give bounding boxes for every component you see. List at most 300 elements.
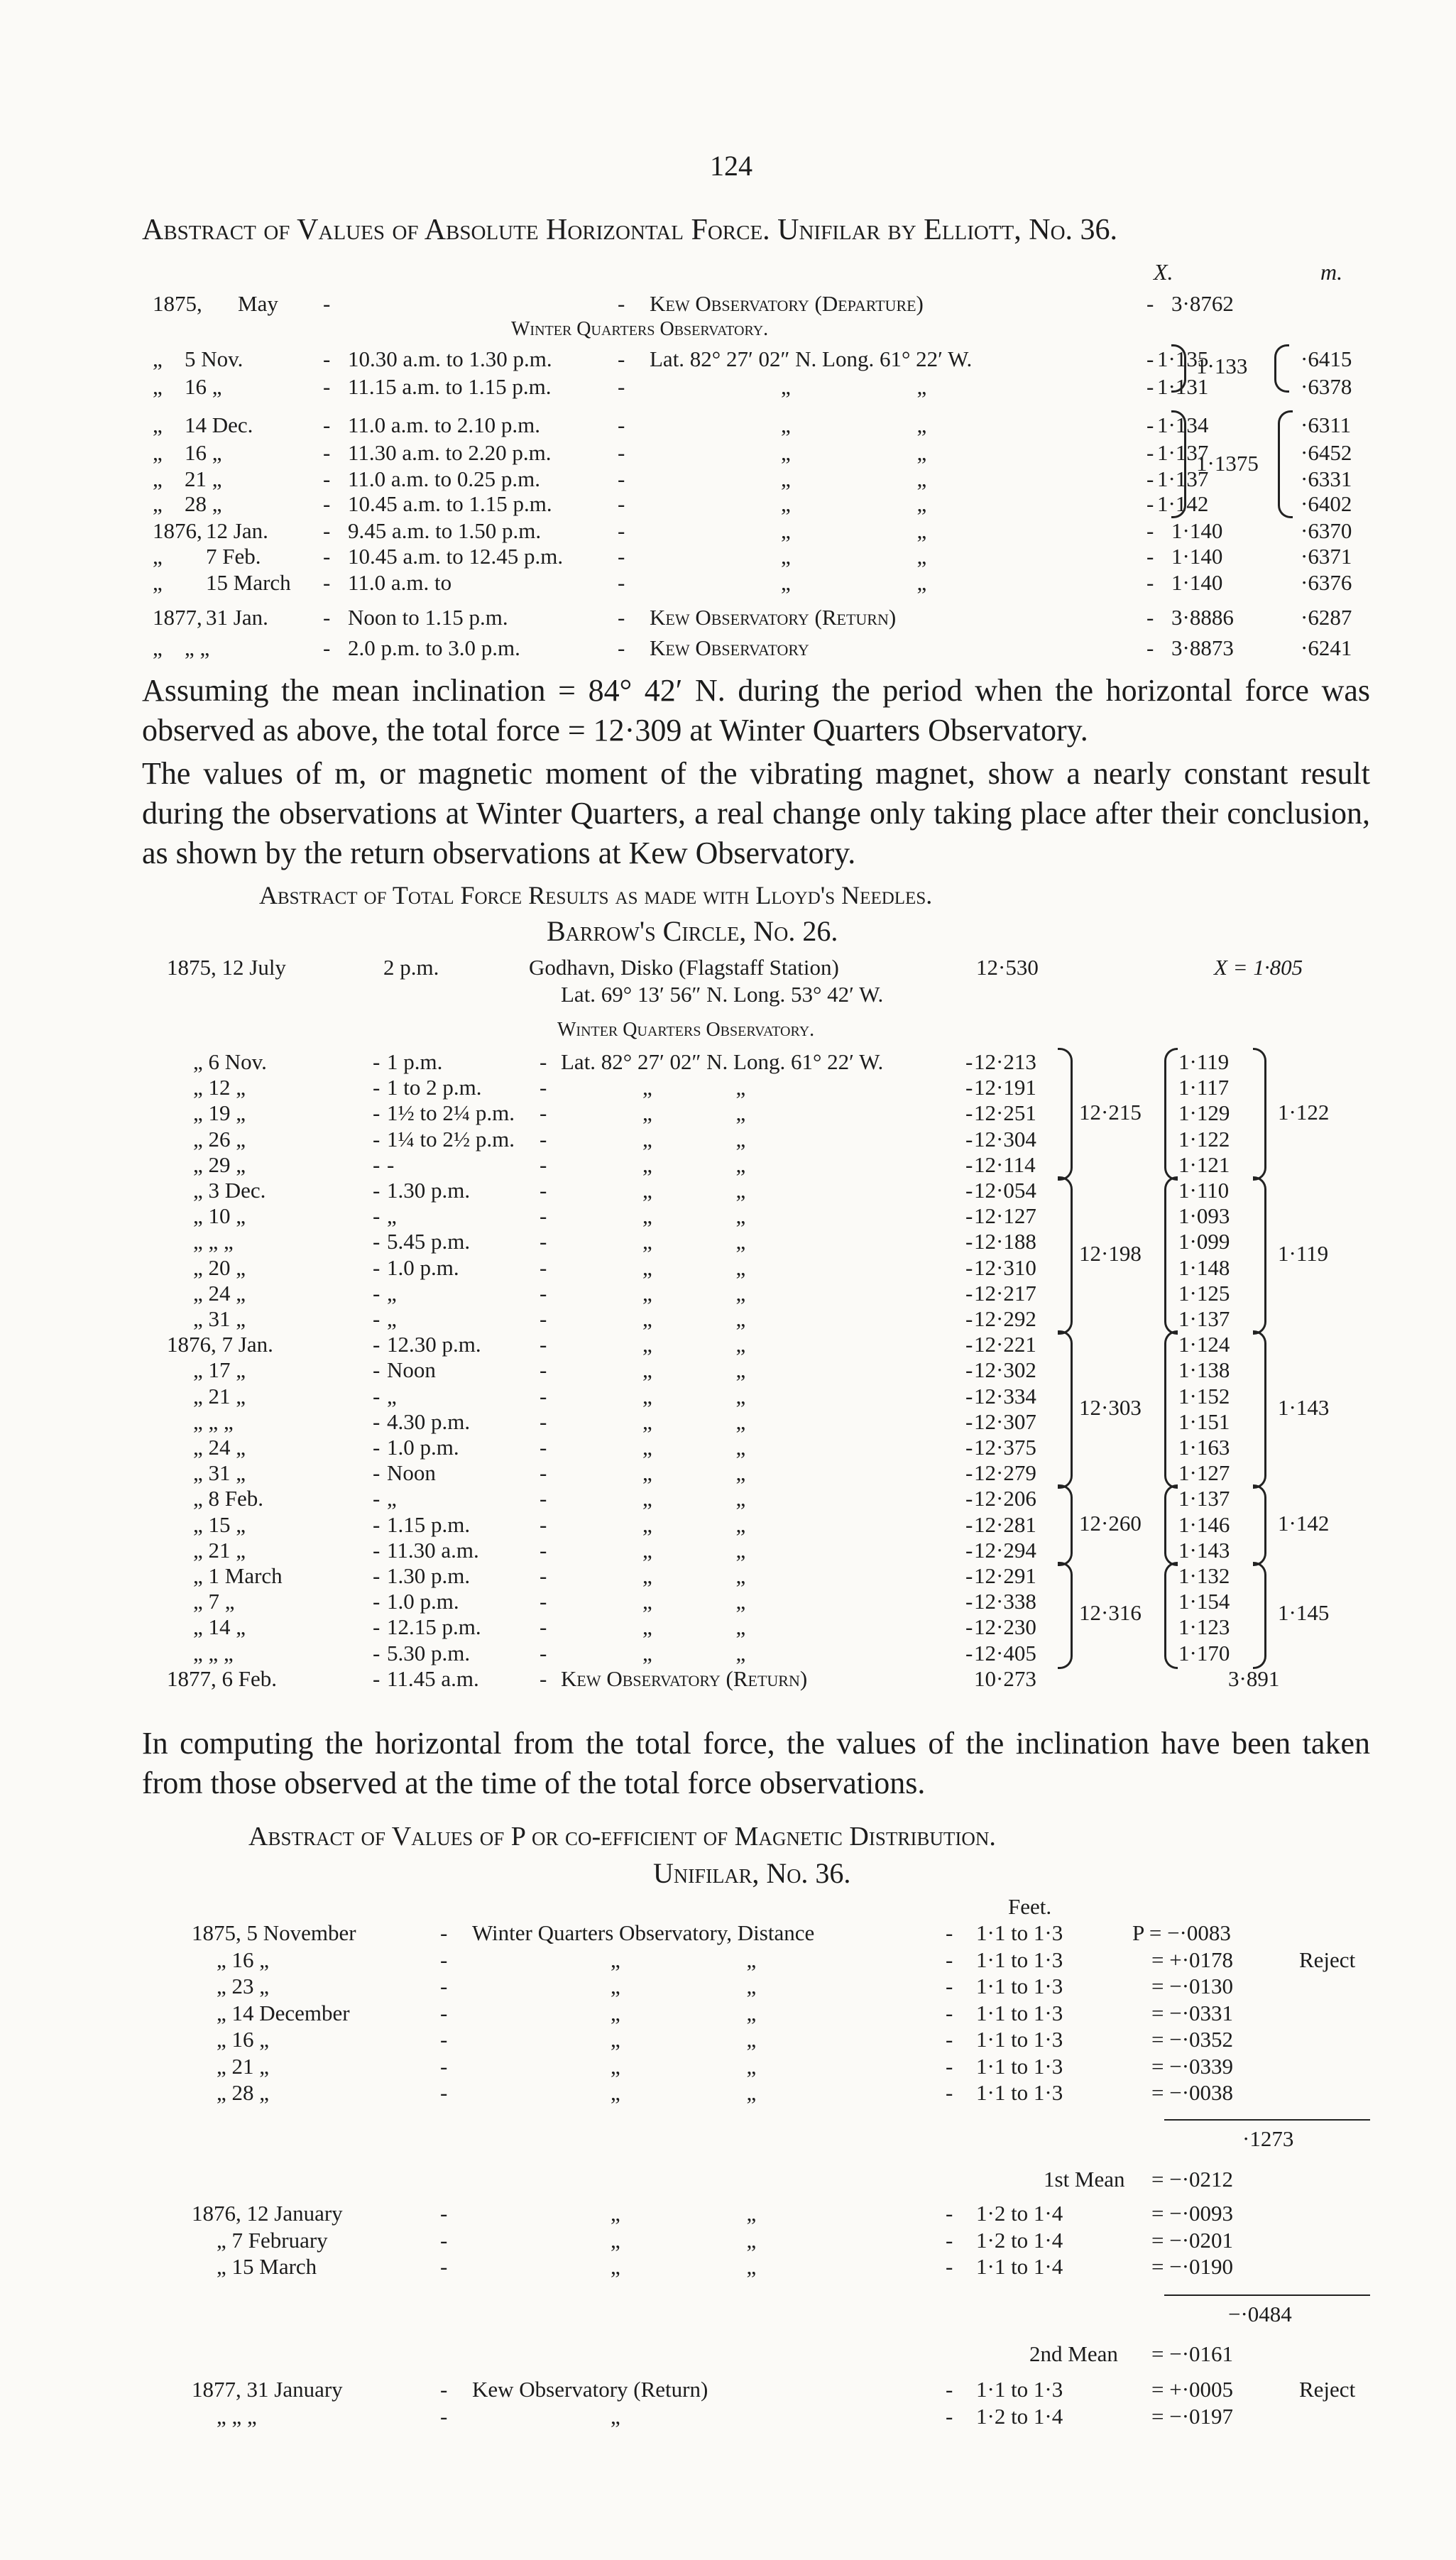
mean2-value: = −·0161 [1151,2341,1234,2366]
leader-dash: - [540,1229,547,1254]
feet-label: Feet. [1008,1894,1052,1919]
row-place: „ „ [642,1178,746,1203]
row-m-value: ·6376 [1301,570,1352,595]
row-p-value: = −·0352 [1151,2027,1234,2052]
leader-dash: - [965,1409,973,1434]
leader-dash: - [946,2228,953,2253]
row-place: „ „ [781,570,927,595]
leader-dash: - [540,1486,547,1511]
row-place: „ „ [611,2228,757,2253]
row-place: „ „ [642,1357,746,1382]
leader-dash: - [965,1203,973,1228]
row-month: 31 Jan. [206,605,268,630]
leader-dash: - [323,291,331,316]
leader-dash: - [373,1614,381,1639]
leader-dash: - [373,1281,381,1306]
leader-dash: - [965,1049,973,1074]
row-x-value: 1·119 [1178,1049,1230,1074]
row-place: Kew Observatory (Return) [472,2377,708,2402]
row-date: „ 21 „ [193,1384,246,1408]
row-x-value: 1·137 [1157,440,1209,465]
leader-dash: - [618,570,625,595]
row-x-value: 1·093 [1178,1203,1230,1228]
row-total-force: 12·221 [974,1332,1036,1357]
row-month: 7 Feb. [206,544,261,569]
leader-dash: - [540,1178,547,1203]
leader-dash: - [323,570,331,595]
row-x-value: 1·117 [1178,1075,1230,1100]
row-date: „ 17 „ [193,1357,246,1382]
row-x-value: 1·123 [1178,1614,1230,1639]
leader-dash: - [540,1100,547,1125]
leader-dash: - [323,466,331,491]
leader-dash: - [373,1100,381,1125]
leader-dash: - [440,2027,448,2052]
row-time: 1.0 p.m. [387,1255,459,1280]
row-place: „ „ [781,440,927,465]
row-place: „ „ [642,1512,746,1537]
row-time: 2.0 p.m. to 3.0 p.m. [348,635,520,660]
row-total-force: 12·127 [974,1203,1036,1228]
row-date: „ „ „ [193,1229,234,1254]
row-x-value: 1·143 [1178,1538,1230,1563]
leader-dash: - [373,1255,381,1280]
row-place: „ „ [642,1538,746,1563]
leader-dash: - [965,1152,973,1177]
row-place: „ „ [611,2254,757,2279]
row-p-value: = −·0130 [1151,1974,1234,1998]
brace [1171,410,1186,518]
row-x-value: 1·152 [1178,1384,1230,1408]
row-place: Lat. 82° 27′ 02″ N. Long. 61° 22′ W. [650,346,973,371]
leader-dash: - [440,2228,448,2253]
row-time: 12.15 p.m. [387,1614,481,1639]
brace [1058,1176,1073,1335]
row-place: „ „ [642,1332,746,1357]
row-date: „ 16 „ [217,1947,270,1972]
row-time: 10.30 a.m. to 1.30 p.m. [348,346,552,371]
row-total-force: 12·334 [974,1384,1036,1408]
leader-dash: - [1146,518,1154,543]
leader-dash: - [440,2054,448,2079]
row-place: „ „ [781,491,927,516]
row-distance: 1·1 to 1·3 [976,2054,1063,2079]
row-place: „ „ [642,1229,746,1254]
mean1-label: 1st Mean [1044,2167,1125,2192]
leader-dash: - [323,635,331,660]
leader-dash: - [373,1332,381,1357]
row-place: „ „ [781,466,927,491]
row-distance: 1·1 to 1·3 [976,2377,1063,2402]
row-date: 1876, 7 Jan. [167,1332,273,1357]
row-date: „ 21 „ [217,2054,270,2079]
leader-dash: - [540,1357,547,1382]
sum-rule [1164,2294,1370,2296]
row-place: Lat. 82° 27′ 02″ N. Long. 61° 22′ W. [561,1049,884,1074]
brace [1274,344,1289,393]
row-x-value: 1·170 [1178,1641,1230,1665]
row-total-force: 12·338 [974,1589,1036,1614]
row-distance: 1·1 to 1·3 [976,2001,1063,2025]
row-place: „ „ [642,1152,746,1177]
row-p-value: = −·0201 [1151,2228,1234,2253]
leader-dash: - [540,1306,547,1331]
row-date: „ 19 „ [193,1100,246,1125]
leader-dash: - [373,1666,381,1691]
row-x-value: 1·163 [1178,1435,1230,1460]
group-total-mean: 12·316 [1079,1600,1142,1626]
sum2: −·0484 [1228,2302,1292,2326]
row-date: „ [153,570,163,595]
row-p-value: = −·0093 [1151,2201,1234,2226]
leader-dash: - [373,1641,381,1665]
leader-dash: - [373,1075,381,1100]
leader-dash: - [618,440,625,465]
row-p-value: = −·0339 [1151,2054,1234,2079]
leader-dash: - [373,1127,381,1152]
row-place: „ „ [611,2054,757,2079]
row-date: „ 20 „ [193,1255,246,1280]
row-place: „ „ [642,1306,746,1331]
row-x-value: 1·138 [1178,1357,1230,1382]
leader-dash: - [618,466,625,491]
row-time: 1¼ to 2½ p.m. [387,1127,515,1152]
row-time: „ [387,1486,397,1511]
brace [1058,1484,1073,1566]
row-distance: 1·2 to 1·4 [976,2201,1063,2226]
first-row-x: X = 1·805 [1214,955,1303,980]
leader-dash: - [965,1641,973,1665]
row-m-value: ·6378 [1301,374,1352,399]
leader-dash: - [965,1538,973,1563]
row-note: Reject [1299,2377,1356,2402]
row-total-force: 12·304 [974,1127,1036,1152]
leader-dash: - [946,2377,953,2402]
row-date: „ 7 „ [193,1589,235,1614]
row-place: „ „ [642,1589,746,1614]
row-distance: 1·1 to 1·3 [976,1974,1063,1998]
row-date: „ 7 February [217,2228,328,2253]
leader-dash: - [540,1563,547,1588]
leader-dash: - [373,1538,381,1563]
leader-dash: - [540,1281,547,1306]
row-time: 1.30 p.m. [387,1563,471,1588]
row-x-value: 1·146 [1178,1512,1230,1537]
row-date: „ [153,374,163,399]
inclination-paragraph: Assuming the mean inclination = 84° 42′ N. during the period when the horizontal force was observed as above, the total force = 12·309 at Winter Quarters Observatory. [142,673,1370,748]
first-row-total: 12·530 [976,955,1039,980]
row-total-force: 12·054 [974,1178,1036,1203]
row-time: 1½ to 2¼ p.m. [387,1100,515,1125]
leader-dash: - [965,1127,973,1152]
row-month: 21 „ [185,466,222,491]
row-month: 5 Nov. [185,346,243,371]
row-date: „ 24 „ [193,1281,246,1306]
row-distance: 1·2 to 1·4 [976,2228,1063,2253]
row-place: „ „ [642,1486,746,1511]
row-total-force: 12·213 [974,1049,1036,1074]
leader-dash: - [1146,440,1154,465]
row-x-value: 1·121 [1178,1152,1230,1177]
row-time: - [387,1152,395,1177]
row-date: „ [153,491,163,516]
leader-dash: - [965,1229,973,1254]
leader-dash: - [965,1435,973,1460]
leader-dash: - [946,1920,953,1945]
leader-dash: - [540,1589,547,1614]
leader-dash: - [618,346,625,371]
first-row-place2: Lat. 69° 13′ 56″ N. Long. 53° 42′ W. [561,982,884,1007]
row-total-force: 12·291 [974,1563,1036,1588]
row-distance: 1·1 to 1·3 [976,1947,1063,1972]
row-time: 11.0 a.m. to 0.25 p.m. [348,466,540,491]
row-x-value: 1·137 [1157,466,1209,491]
leader-dash: - [946,2254,953,2279]
row-date: „ 15 March [217,2254,317,2279]
row-total-force: 12·310 [974,1255,1036,1280]
row-place: „ „ [611,2027,757,2052]
leader-dash: - [1146,570,1154,595]
leader-dash: - [440,2404,448,2429]
row-x-value: 1·124 [1178,1332,1230,1357]
row-x-value: 1·137 [1178,1486,1230,1511]
row-time: 1.15 p.m. [387,1512,471,1537]
leader-dash: - [965,1460,973,1485]
row-month: 14 Dec. [185,412,253,437]
mean1-value: = −·0212 [1151,2167,1234,2192]
brace [1253,1048,1266,1181]
leader-dash: - [540,1460,547,1485]
row-time: Noon [387,1460,436,1485]
leader-dash: - [946,2001,953,2025]
row-time: „ [387,1306,397,1331]
section3-title: Abstract of Values of P or co-efficient of Magnetic Distribution. [248,1822,996,1851]
row-m-value: ·6452 [1301,440,1352,465]
section1-subheading: Winter Quarters Observatory. [511,318,769,340]
row-month: „ „ [185,635,210,660]
brace [1253,1562,1266,1669]
row-place: „ „ [642,1563,746,1588]
leader-dash: - [1146,346,1154,371]
row-p-value: = +·0005 [1151,2377,1234,2402]
row-total-force: 12·405 [974,1641,1036,1665]
leader-dash: - [323,518,331,543]
leader-dash: - [1146,412,1154,437]
leader-dash: - [965,1100,973,1125]
mean2-label: 2nd Mean [1029,2341,1118,2366]
row-place: „ „ [781,374,927,399]
leader-dash: - [540,1127,547,1152]
row-date: 1876, [153,518,202,543]
row-date: 1877, 6 Feb. [167,1666,277,1691]
row-total-force: 12·281 [974,1512,1036,1537]
row-time: 12.30 p.m. [387,1332,481,1357]
group-mean: 1·133 [1196,354,1248,378]
row-date: „ 31 „ [193,1306,246,1331]
row-place: „ „ [611,1974,757,1998]
row-x-value: 1·151 [1178,1409,1230,1434]
brace [1278,410,1293,518]
row-place: „ „ [781,544,927,569]
row-distance: 1·1 to 1·3 [976,2080,1063,2105]
row-month: 28 „ [185,491,222,516]
row-place: „ „ [642,1203,746,1228]
row-time: Noon to 1.15 p.m. [348,605,508,630]
brace [1164,1330,1178,1489]
row-time: 1.30 p.m. [387,1178,471,1203]
leader-dash: - [373,1435,381,1460]
row-date: „ 15 „ [193,1512,246,1537]
row-place: „ „ [642,1435,746,1460]
first-row-place: Godhavn, Disko (Flagstaff Station) [529,955,839,980]
brace [1058,1048,1073,1181]
row-place: Winter Quarters Observatory, Distance [472,1920,815,1945]
row-m-value: ·6402 [1301,491,1352,516]
row-x-value: 1·131 [1157,374,1209,399]
row-date: „ 10 „ [193,1203,246,1228]
row-date: „ 12 „ [193,1075,246,1100]
group-x-mean: 1·145 [1278,1600,1330,1626]
row-date: „ [153,466,163,491]
leader-dash: - [440,1920,448,1945]
row-p-value: = −·0331 [1151,2001,1234,2025]
row-place: „ „ [611,2080,757,2105]
leader-dash: - [540,1666,547,1691]
row-x-value: 1·140 [1171,570,1223,595]
leader-dash: - [373,1384,381,1408]
row-month: 16 „ [185,374,222,399]
row-place: „ „ [642,1100,746,1125]
leader-dash: - [965,1384,973,1408]
row-m-value: ·6371 [1301,544,1352,569]
row-place: Kew Observatory (Departure) [650,291,924,316]
row-date: „ 3 Dec. [193,1178,266,1203]
leader-dash: - [540,1152,547,1177]
row-date: „ 29 „ [193,1152,246,1177]
row-date: „ 8 Feb. [193,1486,264,1511]
row-date: „ [153,440,163,465]
brace [1253,1176,1266,1335]
brace [1164,1176,1178,1335]
row-place: „ „ [611,2201,757,2226]
row-date: 1876, 12 January [192,2201,343,2226]
first-row-date: 1875, 12 July [167,955,286,980]
row-total-force: 10·273 [974,1666,1036,1691]
row-place: „ [611,2404,620,2429]
section2-subheading: Winter Quarters Observatory. [557,1019,815,1041]
leader-dash: - [440,1947,448,1972]
row-total-force: 12·292 [974,1306,1036,1331]
row-date: „ [153,544,163,569]
row-place: „ „ [642,1127,746,1152]
row-date: „ 26 „ [193,1127,246,1152]
leader-dash: - [1146,635,1154,660]
row-date: 1875, [153,291,202,316]
leader-dash: - [946,2201,953,2226]
brace [1058,1330,1073,1489]
leader-dash: - [618,544,625,569]
brace [1253,1484,1266,1566]
leader-dash: - [618,518,625,543]
row-x-value: 1·142 [1157,491,1209,516]
row-note: Reject [1299,1947,1356,1972]
computing-paragraph: In computing the horizontal from the total force, the values of the inclination have been taken from those observed at the time of the total force observations. [142,1726,1370,1800]
row-x-value: 3·8886 [1171,605,1234,630]
row-date: „ 23 „ [217,1974,270,1998]
col-m-header: m. [1320,259,1343,285]
row-time: „ [387,1203,397,1228]
leader-dash: - [540,1049,547,1074]
row-date: „ 14 „ [193,1614,246,1639]
leader-dash: - [965,1332,973,1357]
row-date: „ 6 Nov. [193,1049,267,1074]
first-row-time: 2 p.m. [383,955,439,980]
row-m-value: ·6415 [1301,346,1352,371]
leader-dash: - [965,1075,973,1100]
section3-subtitle: Unifilar, No. 36. [653,1857,851,1889]
leader-dash: - [540,1641,547,1665]
leader-dash: - [965,1512,973,1537]
row-distance: 1·1 to 1·4 [976,2254,1063,2279]
leader-dash: - [373,1306,381,1331]
leader-dash: - [373,1563,381,1588]
leader-dash: - [373,1178,381,1203]
row-time: 1 p.m. [387,1049,443,1074]
row-date: „ 28 „ [217,2080,270,2105]
group-total-mean: 12·303 [1079,1394,1142,1420]
row-x-value: 1·132 [1178,1563,1230,1588]
row-x-value: 1·135 [1157,346,1209,371]
row-x-value: 1·134 [1157,412,1209,437]
leader-dash: - [618,291,625,316]
leader-dash: - [540,1538,547,1563]
row-x-value: 1·127 [1178,1460,1230,1485]
leader-dash: - [965,1306,973,1331]
leader-dash: - [373,1049,381,1074]
row-time: „ [387,1281,397,1306]
row-date: 1875, 5 November [192,1920,356,1945]
leader-dash: - [946,2054,953,2079]
brace [1164,1562,1178,1669]
row-m-value: ·6331 [1301,466,1352,491]
row-time: 1.0 p.m. [387,1435,459,1460]
row-place: „ „ [642,1614,746,1639]
row-time: 9.45 a.m. to 1.50 p.m. [348,518,542,543]
row-time: 4.30 p.m. [387,1409,471,1434]
leader-dash: - [540,1075,547,1100]
row-x-value: 1·110 [1178,1178,1230,1203]
leader-dash: - [965,1614,973,1639]
row-place: „ „ [642,1641,746,1665]
row-date: „ „ „ [193,1641,234,1665]
row-time: „ [387,1384,397,1408]
leader-dash: - [323,544,331,569]
group-x-mean: 1·142 [1278,1510,1330,1536]
row-x-value: 1·129 [1178,1100,1230,1125]
row-x-value: 3·8873 [1171,635,1234,660]
leader-dash: - [440,2254,448,2279]
leader-dash: - [1146,291,1154,316]
row-place: „ „ [642,1255,746,1280]
row-place: „ „ [781,412,927,437]
page-number: 124 [710,150,752,182]
row-time: 5.30 p.m. [387,1641,471,1665]
row-p-value: = −·0197 [1151,2404,1234,2429]
row-date: „ „ „ [217,2404,257,2429]
row-total-force: 12·375 [974,1435,1036,1460]
row-total-force: 12·251 [974,1100,1036,1125]
brace [1171,344,1186,393]
